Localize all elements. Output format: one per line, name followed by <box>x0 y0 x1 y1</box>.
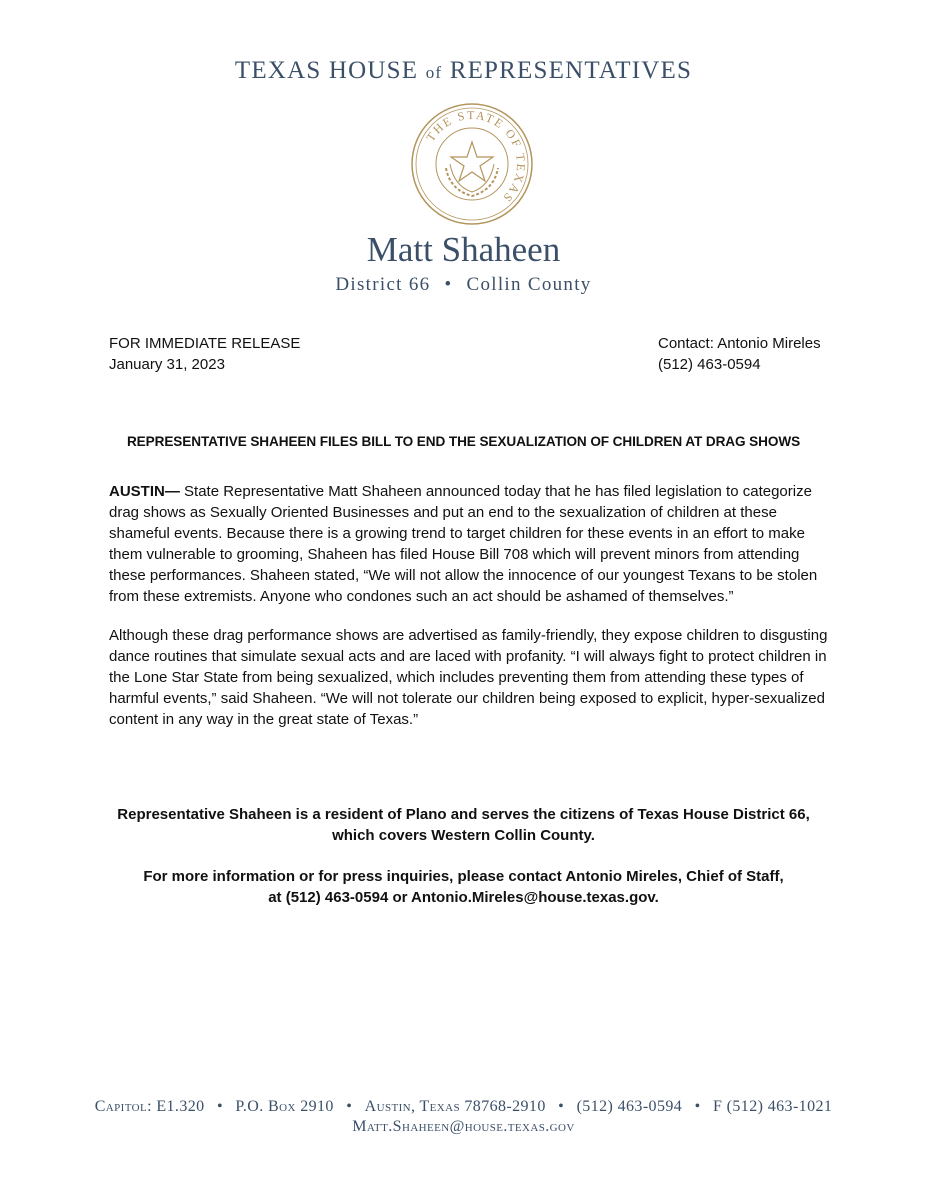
district-number: District 66 <box>335 274 431 295</box>
press-line-2: at (512) 463-0594 or Antonio.Mireles@house.texas.gov. <box>268 889 659 906</box>
footer-city: Austin, Texas 78768-2910 <box>364 1098 546 1115</box>
bullet-icon: • <box>694 1098 701 1115</box>
footer-phone: (512) 463-0594 <box>576 1098 683 1115</box>
footer-fax: F (512) 463-1021 <box>712 1098 833 1115</box>
contact-name: Contact: Antonio Mireles <box>658 335 821 352</box>
headline: REPRESENTATIVE SHAHEEN FILES BILL TO END THE SEXUALIZATION OF CHILDREN AT DRAG SHOWS <box>126 434 801 449</box>
bullet-icon: • <box>558 1098 565 1115</box>
county-name: Collin County <box>466 274 592 295</box>
house-title-post: REPRESENTATIVES <box>449 57 693 84</box>
paragraph-1-text: State Representative Matt Shaheen announced today that he has filed legislation to categorize drag shows as Sexually Oriented Businesses and put an end to the sexualization of children at these shameful events. Because there is a growing trend to target children for these events in an effort to make them vulnerable to grooming, Shaheen has filed House Bill 708 which will prevent minors from attending these performances. Shaheen stated, “We will not allow the innocence of our youngest Texans to be stolen from these extremists. Anyone who condones such an act should be ashamed of themselves.” <box>109 483 818 605</box>
seal-text: THE STATE OF TEXAS <box>423 107 529 206</box>
house-title-pre: TEXAS HOUSE <box>234 57 419 84</box>
footer-po-box: P.O. Box 2910 <box>235 1098 334 1115</box>
letterhead-title <box>0 58 927 83</box>
representative-bio: Representative Shaheen is a resident of Plano and serves the citizens of Texas House District 66, which covers Western Collin County. <box>117 806 810 844</box>
texas-seal-icon <box>410 102 534 226</box>
bullet-icon: • <box>444 274 453 295</box>
bullet-icon: • <box>216 1098 223 1115</box>
body-paragraph-2: Although these drag performance shows are advertised as family-friendly, they expose children to disgusting dance routines that simulate sexual acts and are laced with profanity. “I will always fight to protect children in the Lone Star State from being sexualized, which includes preventing them from attending these types of harmful events,” said Shaheen. “We will not tolerate our children being exposed to explicit, hyper-sexualized content in any way in the great state of Texas.” <box>109 627 828 728</box>
contact-phone: (512) 463-0594 <box>658 356 761 373</box>
release-info <box>109 333 300 375</box>
footer-email: Matt.Shaheen@house.texas.gov <box>352 1118 575 1135</box>
footer-address <box>0 1098 927 1116</box>
representative-name: Matt Shaheen <box>366 230 561 269</box>
district-line <box>0 274 927 296</box>
dateline: AUSTIN— <box>109 483 180 500</box>
bullet-icon: • <box>346 1098 353 1115</box>
body-paragraph-1 <box>109 481 831 607</box>
footer-capitol: Capitol: E1.320 <box>94 1098 205 1115</box>
press-line-1: For more information or for press inquiries, please contact Antonio Mireles, Chief of Staff, <box>143 868 784 885</box>
contact-info <box>658 333 821 375</box>
release-label: FOR IMMEDIATE RELEASE <box>109 335 301 352</box>
release-date: January 31, 2023 <box>109 356 225 373</box>
press-inquiries <box>100 866 827 908</box>
house-title-of: of <box>425 63 443 82</box>
